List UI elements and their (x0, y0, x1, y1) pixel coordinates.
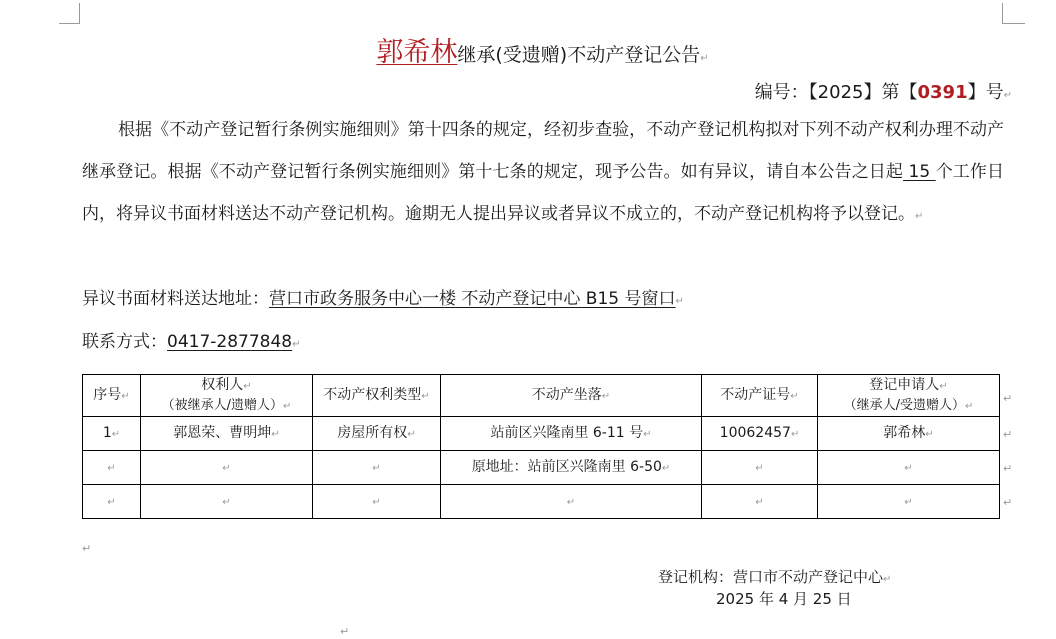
title-heir-name: 郭希林 (376, 37, 458, 68)
body-text-part2: 个工作日内，将异议书面材料送达不动产登记机构。逾期无人提出异议或者异议不成立的，不动产登记机构将予以登记。 (82, 162, 1005, 224)
contact-phone: 0417-2877848 (167, 332, 293, 352)
table-row (83, 485, 1000, 519)
cell-location: 站前区兴隆南里 6-11 号↵ (441, 417, 702, 451)
paragraph-mark: ↵ (700, 53, 709, 64)
objection-address-line (82, 284, 684, 309)
paragraph-mark: ↵ (292, 339, 301, 350)
paragraph-mark: ↵ (82, 542, 92, 555)
corner-mark-top-right (1002, 3, 1025, 24)
issuing-authority: 登记机构：营口市不动产登记中心↵ (658, 568, 892, 586)
document-number (755, 78, 1012, 104)
row-end-mark: ↵ (1003, 462, 1013, 475)
cell-applicant: ↵ (818, 451, 1000, 485)
header-seq: 序号↵ (83, 375, 141, 417)
contact-label: 联系方式： (82, 332, 167, 352)
body-text-part1: 根据《不动产登记暂行条例实施细则》第十四条的规定，经初步查验，不动产登记机构拟对下列不动产权利办理不动产继承登记。根据《不动产登记暂行条例实施细则》第十七条的规定，现予公告。如有异议，请自本公告之日起 (82, 120, 1004, 182)
cell-holder: 郭恩荣、曹明坤↵ (141, 417, 313, 451)
doc-number-suffix: 】号 (967, 82, 1004, 103)
cell-seq: ↵ (83, 485, 141, 519)
table-row (83, 417, 1000, 451)
header-holder: 权利人↵ （被继承人/遗赠人）↵ (141, 375, 313, 417)
title-text: 继承(受遗赠)不动产登记公告 (457, 44, 701, 66)
paragraph-mark: ↵ (340, 625, 350, 638)
paragraph-mark: ↵ (915, 211, 924, 222)
issue-date: 2025 年 4 月 25 日 (716, 590, 852, 608)
cell-seq: ↵ (83, 451, 141, 485)
row-end-mark: ↵ (1003, 496, 1013, 509)
cell-seq: 1↵ (83, 417, 141, 451)
header-location: 不动产坐落↵ (441, 375, 702, 417)
cell-cert-no: 10062457↵ (702, 417, 818, 451)
address-label: 异议书面材料送达地址： (82, 289, 269, 309)
cell-cert-no: ↵ (702, 451, 818, 485)
cell-holder: ↵ (141, 451, 313, 485)
cell-holder: ↵ (141, 485, 313, 519)
cell-right-type: 房屋所有权↵ (313, 417, 441, 451)
table-row (83, 451, 1000, 485)
paragraph-mark: ↵ (1003, 90, 1012, 101)
doc-number-value: 0391 (917, 82, 968, 103)
header-applicant: 登记申请人↵ （继承人/受遗赠人）↵ (818, 375, 1000, 417)
address-value: 营口市政务服务中心一楼 不动产登记中心 B15 号窗口 (269, 289, 676, 309)
header-right-type: 不动产权利类型↵ (313, 375, 441, 417)
doc-number-prefix: 编号：【2025】第【 (754, 82, 918, 103)
cell-location: 原地址：站前区兴隆南里 6-50↵ (441, 451, 702, 485)
cell-right-type: ↵ (313, 451, 441, 485)
paragraph-mark: ↵ (675, 296, 684, 307)
cell-right-type: ↵ (313, 485, 441, 519)
corner-mark-top-left (59, 3, 80, 24)
notice-title (0, 30, 1056, 69)
notice-body-paragraph (82, 109, 1004, 238)
property-table (82, 374, 1000, 519)
objection-days: 15 (903, 162, 936, 182)
cell-cert-no: ↵ (702, 485, 818, 519)
row-end-mark: ↵ (1003, 428, 1013, 441)
cell-applicant: 郭希林↵ (818, 417, 1000, 451)
cell-location: ↵ (441, 485, 702, 519)
contact-line (82, 327, 301, 352)
header-cert-no: 不动产证号↵ (702, 375, 818, 417)
row-end-mark: ↵ (1003, 392, 1013, 405)
cell-applicant: ↵ (818, 485, 1000, 519)
table-header-row (83, 375, 1000, 417)
